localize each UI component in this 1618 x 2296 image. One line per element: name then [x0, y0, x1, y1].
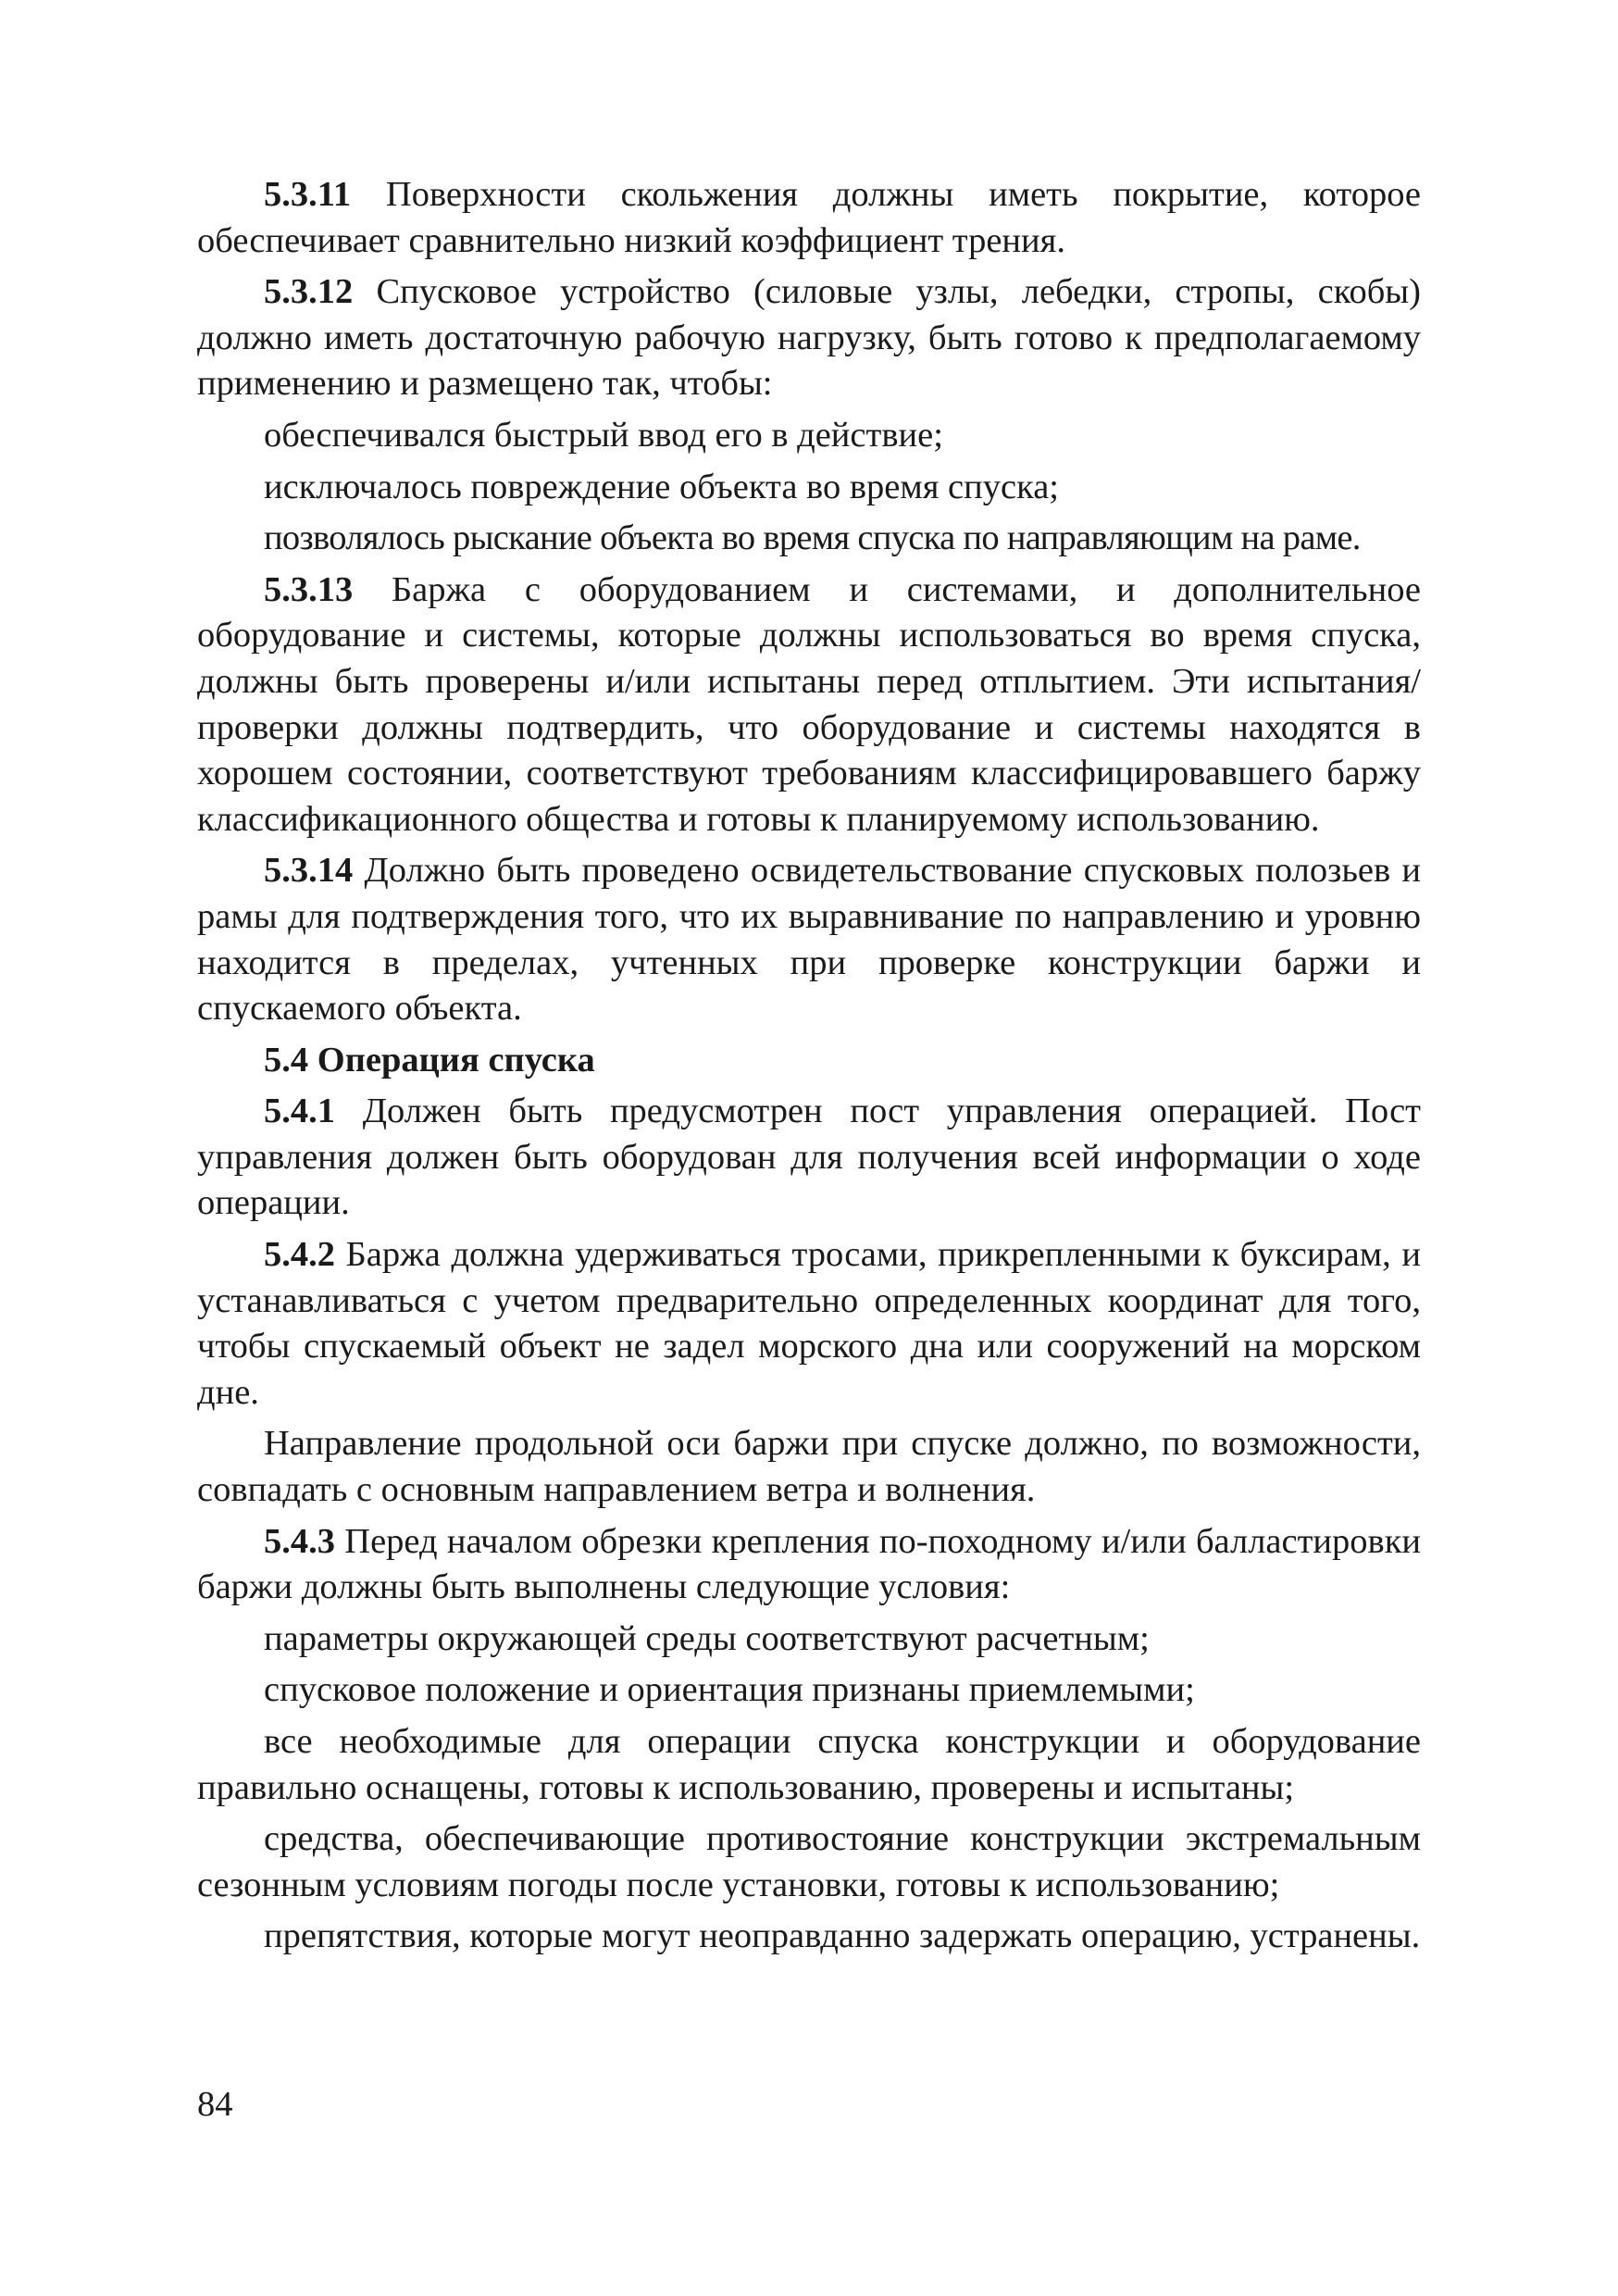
paragraph-5-3-14: [197, 848, 1421, 1031]
paragraph-5-4-1: [197, 1089, 1421, 1227]
list-item-text: препятствия, которые могут неоправданно задержать операцию, устранены.: [264, 1916, 1421, 1956]
clause-text: Перед началом обрезки крепления по-походному и/или балластировки баржи должны быть выполнены следующие условия:: [197, 1521, 1421, 1607]
list-item: [197, 1719, 1421, 1811]
list-item: [197, 1616, 1421, 1663]
list-item: [197, 1914, 1421, 1960]
list-item: [197, 1667, 1421, 1714]
clause-text: Поверхности скольжения должны иметь покрытие, которое обеспечивает сравнительно низкий коэффициент трения.: [197, 175, 1421, 260]
clause-number: 5.4.2: [264, 1235, 335, 1275]
paragraph: [197, 1421, 1421, 1513]
clause-number: 5.4.1: [264, 1092, 335, 1131]
clause-number: 5.3.14: [264, 851, 354, 891]
list-item: [197, 1816, 1421, 1908]
paragraph-5-4-2: [197, 1232, 1421, 1416]
clause-text: Должно быть проведено освидетельствование спусковых полозьев и рамы для подтверждения того, что их выравнивание по направлению и уровню находится в пределах, учтенных при проверке конструкции баржи и спускаемого объекта.: [197, 851, 1421, 1029]
paragraph-5-3-13: [197, 568, 1421, 843]
list-item: [197, 465, 1421, 511]
list-item-text: средства, обеспечивающие противостояние конструкции экстремальным сезонным условиям погоды после установки, готовы к использованию;: [197, 1819, 1421, 1904]
clause-number: 5.3.12: [264, 272, 354, 312]
list-item: [197, 516, 1421, 562]
list-item-text: спусковое положение и ориентация признаны приемлемыми;: [264, 1670, 1195, 1710]
clause-text: Должен быть предусмотрен пост управления операцией. Пост управления должен быть оборудован для получения всей информации о ходе операции.: [197, 1092, 1421, 1223]
list-item: [197, 413, 1421, 459]
list-item-text: обеспечивался быстрый ввод его в действие;: [264, 415, 943, 455]
section-heading: 5.4 Операция спуска: [264, 1040, 595, 1079]
page-number: 84: [197, 2085, 233, 2124]
paragraph-5-3-11: [197, 172, 1421, 264]
paragraph-5-3-12: [197, 269, 1421, 407]
list-item-text: все необходимые для операции спуска конструкции и оборудование правильно оснащены, готовы к использованию, проверены и испытаны;: [197, 1722, 1421, 1807]
clause-number: 5.3.11: [264, 175, 352, 214]
clause-text: Баржа должна удерживаться тросами, прикрепленными к буксирам, и устанавливаться с учетом предварительно определенных координат для того, чтобы спускаемый объект не задел морского дна или сооружений на морском дне.: [197, 1235, 1421, 1412]
clause-number: 5.4.3: [264, 1521, 335, 1561]
list-item-text: параметры окружающей среды соответствуют расчетным;: [264, 1618, 1150, 1658]
paragraph-text: Направление продольной оси баржи при спуске должно, по возможности, совпадать с основным направлением ветра и волнения.: [197, 1424, 1421, 1510]
paragraph-5-4-3: [197, 1519, 1421, 1611]
clause-text: Баржа с оборудованием и системами, и дополнительное оборудование и системы, которые должны использоваться во время спуска, должны быть проверены и/или испытаны перед отплытием. Эти испытания/проверки должны подтвердить, что оборудование и системы находятся в хорошем состоянии, соответствуют требованиям классифицировавшего баржу классификационного общества и готовы к планируемому использованию.: [197, 569, 1421, 839]
clause-number: 5.3.13: [264, 569, 354, 609]
list-item-text: исключалось повреждение объекта во время спуска;: [264, 467, 1059, 506]
body-text: [197, 172, 1421, 1965]
list-item-text: позволялось рыскание объекта во время спуска по направляющим на раме.: [264, 518, 1361, 558]
clause-text: Спусковое устройство (силовые узлы, лебедки, стропы, скобы) должно иметь достаточную рабочую нагрузку, быть готово к предполагаемому применению и размещено так, чтобы:: [197, 272, 1421, 404]
